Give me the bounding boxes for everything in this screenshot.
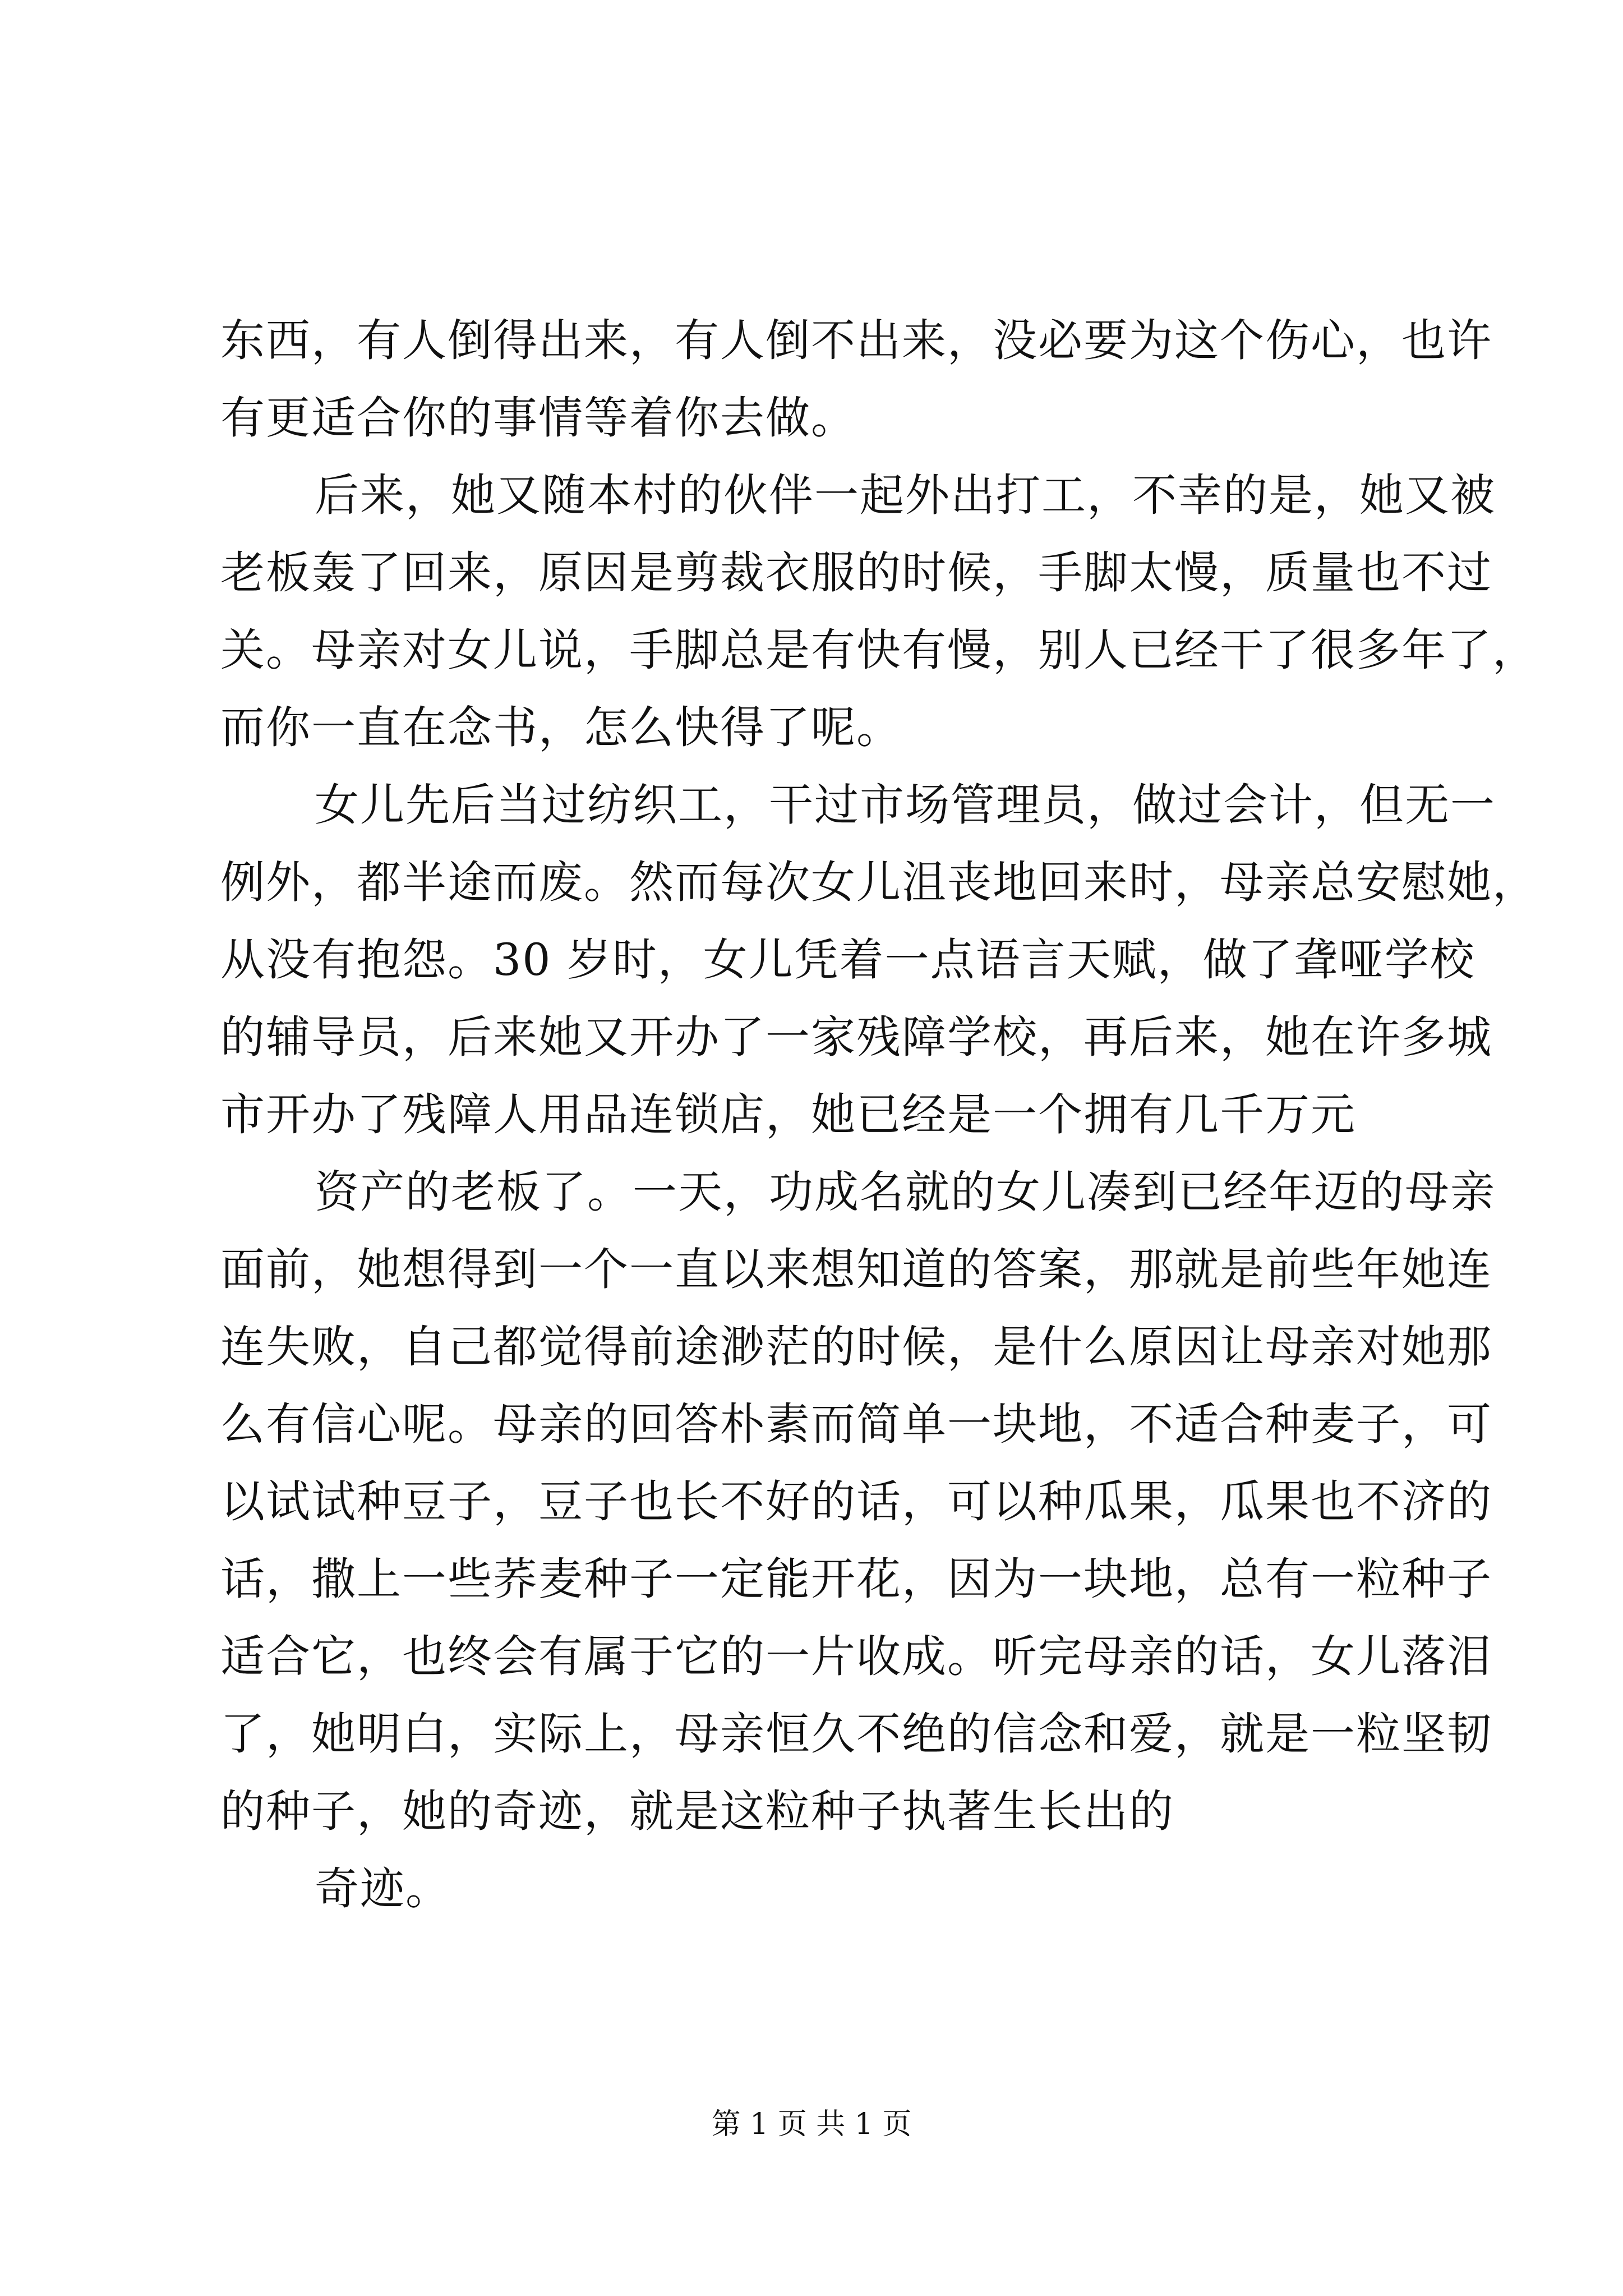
text-line: 以试试种豆子，豆子也长不好的话，可以种瓜果，瓜果也不济的 — [220, 1476, 1492, 1527]
text-line: 奇迹。 — [315, 1863, 451, 1915]
text-line: 女儿先后当过纺织工，干过市场管理员，做过会计，但无一 — [315, 779, 1496, 831]
text-line: 而你一直在念书，怎么快得了呢。 — [220, 702, 902, 753]
text-line: 有更适合你的事情等着你去做。 — [220, 392, 856, 444]
text-line: 从没有抱怨。30 岁时，女儿凭着一点语言天赋，做了聋哑学校 — [220, 934, 1476, 986]
text-line: 连失败，自己都觉得前途渺茫的时候，是什么原因让母亲对她那 — [220, 1321, 1492, 1373]
text-line: 老板轰了回来，原因是剪裁衣服的时候，手脚太慢，质量也不过 — [220, 547, 1492, 599]
text-line: 的辅导员，后来她又开办了一家残障学校，再后来，她在许多城 — [220, 1011, 1492, 1063]
text-line: 例外，都半途而废。然而每次女儿沮丧地回来时，母亲总安慰她， — [220, 857, 1538, 908]
text-line: 话，撒上一些荞麦种子一定能开花，因为一块地，总有一粒种子 — [220, 1553, 1492, 1605]
text-line: 后来，她又随本村的伙伴一起外出打工，不幸的是，她又被 — [315, 470, 1496, 521]
page-footer: 第 1 页 共 1 页 — [711, 2108, 912, 2141]
text-line: 么有信心呢。母亲的回答朴素而简单一块地，不适合种麦子，可 — [220, 1398, 1492, 1450]
text-line: 的种子，她的奇迹，就是这粒种子执著生长出的 — [220, 1786, 1174, 1837]
text-line: 资产的老板了。一天，功成名就的女儿凑到已经年迈的母亲 — [315, 1166, 1496, 1218]
text-line: 面前，她想得到一个一直以来想知道的答案，那就是前些年她连 — [220, 1244, 1492, 1295]
text-line: 了，她明白，实际上，母亲恒久不绝的信念和爱，就是一粒坚韧 — [220, 1708, 1492, 1760]
text-line: 关。母亲对女儿说，手脚总是有快有慢，别人已经干了很多年了， — [220, 624, 1538, 676]
document-body — [220, 302, 1538, 1927]
text-line: 市开办了残障人用品连锁店，她已经是一个拥有几千万元 — [220, 1089, 1356, 1140]
text-line: 适合它，也终会有属于它的一片收成。听完母亲的话，女儿落泪 — [220, 1631, 1492, 1682]
text-line: 东西，有人倒得出来，有人倒不出来，没必要为这个伤心，也许 — [220, 315, 1492, 366]
